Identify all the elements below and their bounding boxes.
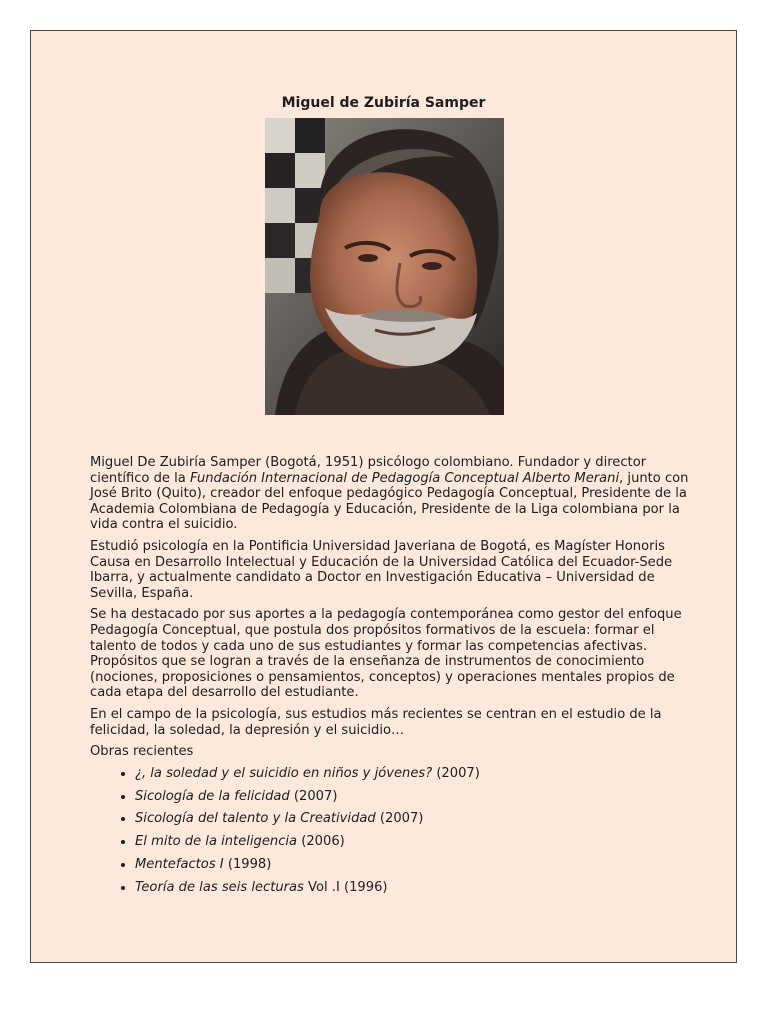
list-item [135,834,690,850]
foundation-name: Fundación Internacional de Pedagogía Conceptual Alberto Merani [189,470,620,486]
work-year: (2007) [289,788,338,804]
work-year: (2006) [297,834,345,850]
work-year: (2007) [432,765,480,781]
work-title: Teoría de las seis lecturas [135,880,304,896]
list-item [135,789,690,805]
list-item [135,857,690,873]
bio-text-intro: Miguel De Zubiría Samper (Bogotá, 1951) psicólogo colombiano. Fundador y director científico de la [90,455,647,486]
work-title: ¿, la soledad y el suicidio en niños y jóvenes? [135,765,433,781]
work-title: El mito de la inteligencia [135,834,298,850]
work-title: Mentefactos I [135,857,224,873]
work-year: Vol .I (1996) [303,880,388,896]
document-page [30,30,737,963]
bio-text-roles: , junto con José Brito (Quito), creador del enfoque pedagógico Pedagogía Conceptual, Presidente de la Academia Colombiana de Pedagogía y Educación, Presidente de la Liga colombiana por la vida contra el suicidio. [90,470,689,533]
bio-paragraph-4: En el campo de la psicología, sus estudios más recientes se centran en el estudio de la felicidad, la soledad, la depresión y el suicidio… [90,706,662,738]
works-heading: Obras recientes [90,744,194,760]
list-item [135,766,690,782]
work-title: Sicología del talento y la Creatividad [135,811,376,827]
list-item [135,880,690,896]
portrait-photo [265,118,504,415]
page-title: Miguel de Zubiría Samper [281,95,486,111]
bio-paragraph-2: Estudió psicología en la Pontificia Universidad Javeriana de Bogotá, es Magíster Honoris Causa en Desarrollo Intelectual y Educación de la Universidad Católica del Ecuador-Sede Ibarra, y actualmente candidato a Doctor en Investigación Educativa – Universidad de Sevilla, España. [90,538,673,601]
list-item [135,811,690,827]
work-year: (1998) [223,857,272,873]
work-year: (2007) [375,811,424,827]
work-title: Sicología de la felicidad [135,788,290,804]
biography-content [90,455,690,903]
bio-paragraph-1 [90,455,690,533]
works-list [90,766,690,896]
bio-paragraph-3: Se ha destacado por sus aportes a la pedagogía contemporánea como gestor del enfoque Pedagogía Conceptual, que postula dos propósitos formativos de la escuela: formar el talento de todos y cada uno de sus estudiantes y formar las competencias afectivas. Propósitos que se logran a través de la enseñanza de instrumentos de conocimiento (nociones, proposiciones o pensamientos, conceptos) y operaciones mentales propios de cada etapa del desarrollo del estudiante. [90,607,682,701]
